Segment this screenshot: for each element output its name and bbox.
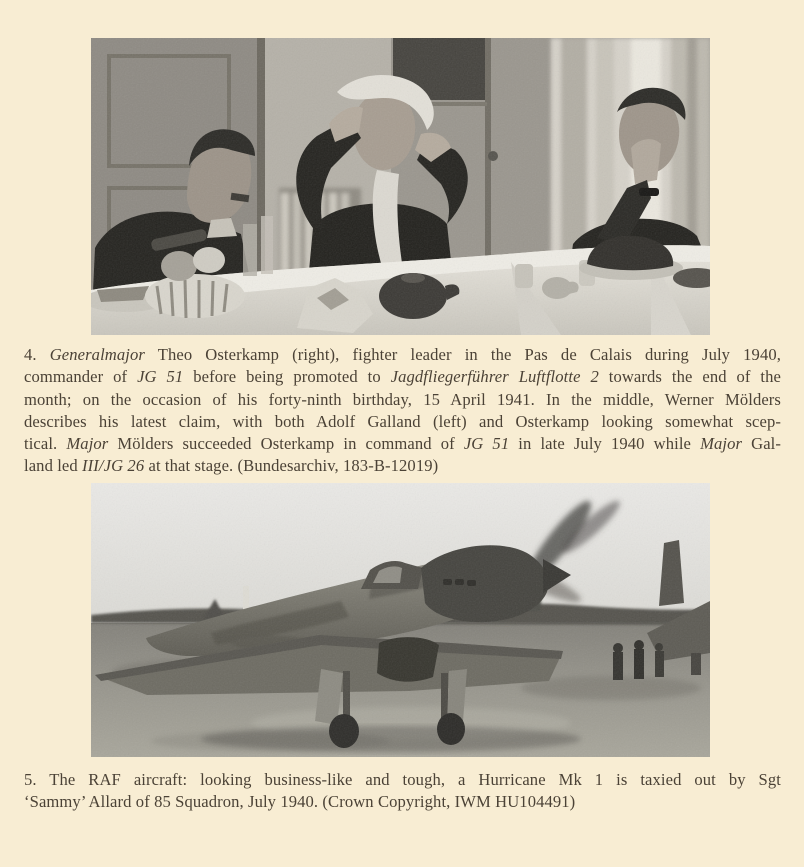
photo-grain <box>91 38 710 335</box>
caption-line: commander of JG 51 before being promoted to Jagdfliegerführer Luftflotte 2 towards the end of the <box>24 367 782 387</box>
caption-line: 4. Generalmajor Theo Osterkamp (right), fighter leader in the Pas de Calais during July 1940, <box>24 345 781 364</box>
caption-line: month; on the occasion of his forty-ninth birthday, 15 April 1941. In the middle, Werner Mölders <box>24 389 781 409</box>
caption-line: tical. Major Mölders succeeded Osterkamp in command of JG 51 in late July 1940 while Major Gal- <box>24 434 781 454</box>
photo-hurricane-taxiing <box>91 483 710 757</box>
caption-line: land led III/JG 26 at that stage. (Bundesarchiv, 183-B-12019) <box>24 456 439 476</box>
caption-line: describes his latest claim, with both Adolf Galland (left) and Osterkamp looking somewhat scep- <box>24 411 781 431</box>
photo-grain <box>91 483 710 757</box>
hurricane-photo-artwork <box>91 483 710 757</box>
caption-figure-5 <box>24 769 781 814</box>
officers-photo-artwork <box>91 38 710 335</box>
photo-officers-at-table <box>91 38 710 335</box>
caption-figure-4 <box>24 344 781 478</box>
caption-line: ‘Sammy’ Allard of 85 Squadron, July 1940. (Crown Copyright, IWM HU104491) <box>24 792 576 812</box>
caption-line: 5. The RAF aircraft: looking business-like and tough, a Hurricane Mk 1 is taxied out by Sgt <box>24 770 781 789</box>
